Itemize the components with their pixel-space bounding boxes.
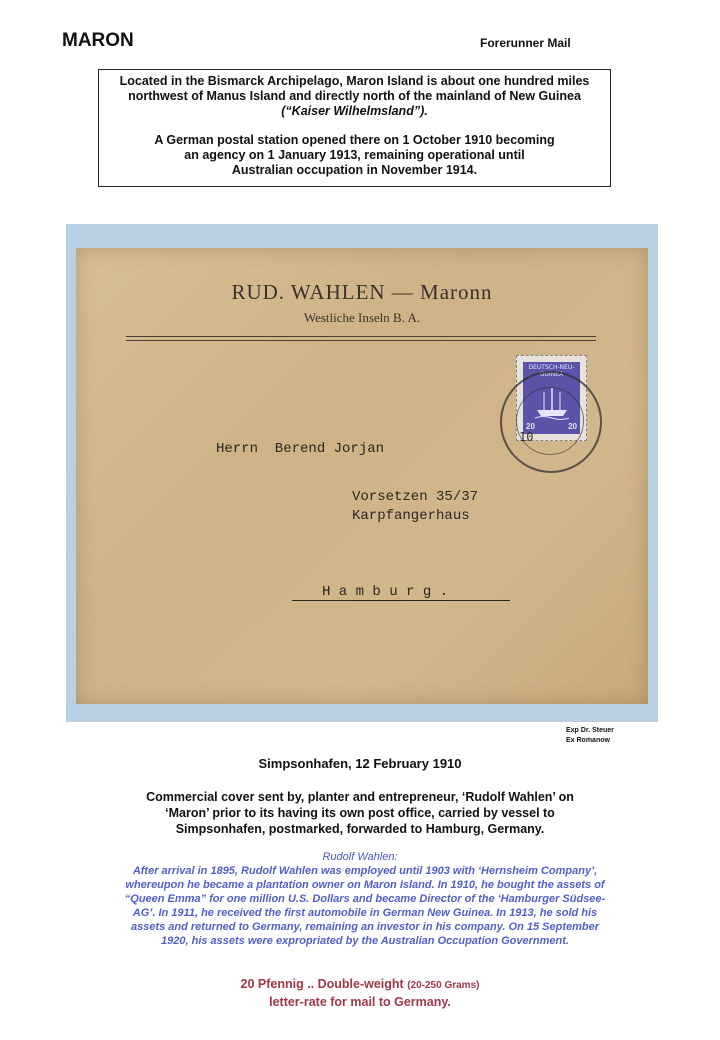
stamp-country: DEUTSCH-NEU-GUINEA [528,364,575,378]
rate-main: 20 Pfennig .. Double-weight [240,977,408,991]
envelope-printed-subtitle: Westliche Inseln B. A. [303,310,421,325]
bio-heading: Rudolf Wahlen: [322,851,398,863]
envelope-image [76,248,648,704]
address-city: H a m b u r g . [322,584,449,600]
address-building: Karpfangerhaus [352,508,470,524]
divider [126,340,596,341]
cover-date: Simpsonhafen, 12 February 1910 [258,756,462,771]
info-line: (“Kaiser Wilhelmsland”). [281,104,428,118]
postmark-circle [500,371,602,473]
rate-weight: (20-250 Grams) [407,980,480,991]
postmark-number: 10 [519,430,534,444]
cover-description [100,789,620,837]
info-line: Australian occupation in November 1914. [231,163,478,177]
rate-line: letter-rate for mail to Germany. [269,995,451,1009]
bio-text: After arrival in 1895, Rudolf Wahlen was employed until 1903 with ‘Hernsheim Company’, whereupon he became a plantation owner on Maron Island. In 1910, he bought the assets of “Queen Emma” for one million U.S. Dollars and became Director of the ‘Hamburger Südsee-AG’. In 1911, he received the first automobile in German New Guinea. In 1913, he sold his assets and returned to Germany, remaining an investor in his company. On 15 September 1920, his assets were expropriated by the Australian Occupation Government. [124,865,606,947]
credit-line: Exp Dr. Steuer [566,727,614,734]
credit-line: Ex Romanow [566,737,610,744]
envelope-printed-name: RUD. WAHLEN — Maronn [231,280,493,304]
stamp-value: 20 [568,422,577,431]
addressee: Herrn Berend Jorjan [216,441,385,457]
provenance-credit [566,726,614,746]
info-line: Located in the Bismarck Archipelago, Maron Island is about one hundred miles [119,74,590,88]
page-title: MARON [62,30,134,51]
info-line: an agency on 1 January 1913, remaining operational until [184,148,525,162]
postal-rate [0,976,720,1010]
divider [126,336,596,337]
stamp-value: 20 [526,422,535,431]
page-subtitle: Forerunner Mail [480,36,571,50]
description-line: Simpsonhafen, postmarked, forwarded to Hamburg, Germany. [175,822,545,836]
description-line: ‘Maron’ prior to its having its own post office, carried by vessel to [165,806,555,820]
city-underline [292,600,510,601]
address-street: Vorsetzen 35/37 [352,489,479,505]
info-line: A German postal station opened there on 1 October 1910 becoming [154,133,555,147]
description-line: Commercial cover sent by, planter and entrepreneur, ‘Rudolf Wahlen’ on [146,790,574,804]
info-box [98,69,611,187]
info-line: northwest of Manus Island and directly north of the mainland of New Guinea [128,89,581,103]
